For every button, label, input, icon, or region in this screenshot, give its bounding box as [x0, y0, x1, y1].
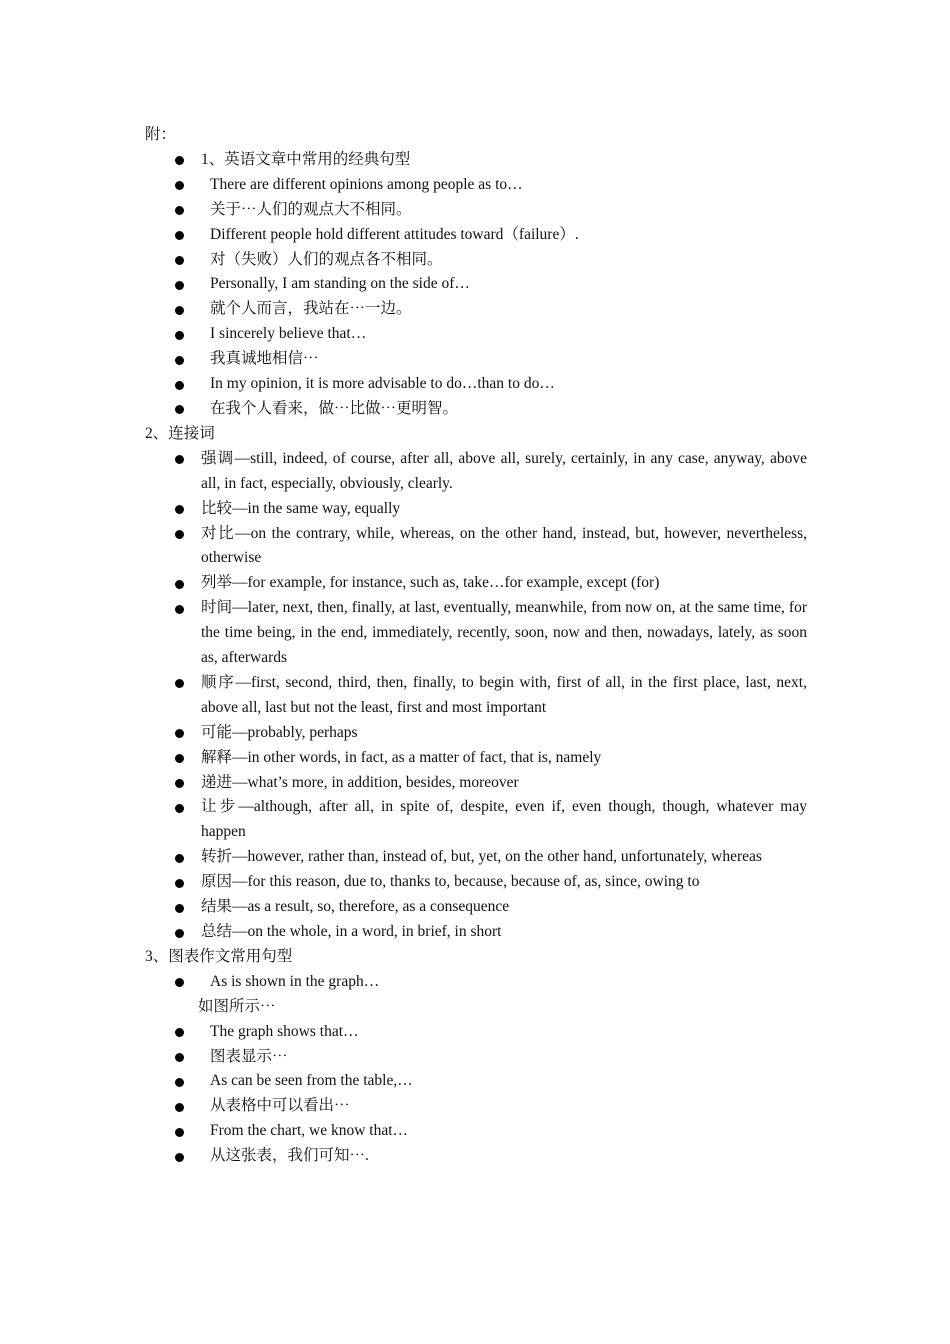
bullet-icon	[175, 580, 184, 589]
bullet-icon	[175, 1028, 184, 1037]
section3-title: 3、图表作文常用句型	[145, 947, 293, 965]
bullet-icon	[175, 181, 184, 190]
bullet-icon	[175, 1103, 184, 1112]
bullet-icon	[175, 281, 184, 290]
list-item-text: Different people hold different attitudes toward（failure）.	[210, 225, 579, 243]
list-item	[145, 1094, 807, 1119]
bullet-icon	[175, 929, 184, 938]
list-item-text: 对比—on the contrary, while, whereas, on the other hand, instead, but, however, nevertheless, otherwise	[201, 524, 807, 567]
list-item	[145, 148, 807, 173]
bullet-icon	[175, 405, 184, 414]
list-item	[145, 671, 807, 721]
bullet-icon	[175, 1053, 184, 1062]
list-item	[145, 746, 807, 771]
list-item-text: 就个人而言，我站在⋯一边。	[210, 300, 412, 318]
list-item	[145, 771, 807, 796]
attachment-label: 附：	[145, 126, 177, 143]
bullet-icon	[175, 455, 184, 464]
list-item	[145, 322, 807, 347]
bullet-icon	[175, 1128, 184, 1137]
list-item	[145, 795, 807, 845]
bullet-icon	[175, 156, 184, 165]
list-item-text: From the chart, we know that…	[210, 1122, 409, 1140]
list-item-text: 强调—still, indeed, of course, after all, above all, surely, certainly, in any case, anyway, above all, in fact, especially, obviously, clearly.	[201, 449, 807, 492]
list-item-text: 让步—although, after all, in spite of, despite, even if, even though, though, whatever may happen	[201, 798, 807, 841]
list-item-text: There are different opinions among people as to…	[210, 175, 523, 193]
list-item	[145, 1144, 807, 1169]
bullet-icon	[175, 879, 184, 888]
list-item-text: 对（失败）人们的观点各不相同。	[210, 250, 443, 268]
list-item-text: 关于⋯人们的观点大不相同。	[210, 200, 412, 218]
section2-list	[145, 447, 807, 945]
section1-list	[145, 148, 807, 422]
list-item	[145, 845, 807, 870]
bullet-icon	[175, 605, 184, 614]
bullet-icon	[175, 1078, 184, 1087]
list-item-text: Personally, I am standing on the side of…	[210, 275, 470, 293]
list-item-text: The graph shows that…	[210, 1022, 359, 1040]
list-item	[145, 272, 807, 297]
bullet-icon	[175, 231, 184, 240]
list-item	[145, 447, 807, 497]
list-item	[145, 1045, 807, 1070]
list-item-text: As can be seen from the table,…	[210, 1072, 413, 1090]
list-item-text: 总结—on the whole, in a word, in brief, in short	[201, 923, 502, 940]
list-item	[145, 571, 807, 596]
list-item-text: 从表格中可以看出⋯	[210, 1097, 350, 1115]
bullet-icon	[175, 530, 184, 539]
bullet-icon	[175, 206, 184, 215]
list-item-text: 我真诚地相信⋯	[210, 350, 319, 368]
list-item-text: 顺序—first, second, third, then, finally, to begin with, first of all, in the first place, last, next, above all, last but not the least, first and most important	[201, 673, 807, 716]
list-item-text: In my opinion, it is more advisable to do…than to do…	[210, 375, 555, 393]
bullet-icon	[175, 1153, 184, 1162]
list-item-text: 比较—in the same way, equally	[201, 499, 401, 517]
bullet-icon	[175, 779, 184, 788]
section3-list	[145, 1020, 807, 1169]
list-item-text: 从这张表，我们可知⋯.	[210, 1147, 369, 1165]
bullet-icon	[175, 331, 184, 340]
section3-first-list	[145, 970, 807, 995]
list-item	[145, 596, 807, 671]
list-item	[145, 1020, 807, 1045]
list-item	[145, 248, 807, 273]
list-item	[145, 297, 807, 322]
bullet-icon	[175, 854, 184, 863]
bullet-icon	[175, 505, 184, 514]
list-item	[145, 895, 807, 920]
list-item-text: 时间—later, next, then, finally, at last, eventually, meanwhile, from now on, at the same time, for the time being, in the end, immediately, recently, soon, now and then, nowadays, lately, as soon as, afterwards	[201, 599, 807, 667]
bullet-icon	[175, 904, 184, 913]
list-item-text: 结果—as a result, so, therefore, as a consequence	[201, 898, 510, 916]
list-item-text: I sincerely believe that…	[210, 325, 367, 343]
list-item-text: As is shown in the graph…	[210, 972, 380, 990]
bullet-icon	[175, 356, 184, 365]
list-item	[145, 1119, 807, 1144]
bullet-icon	[175, 804, 184, 813]
list-item	[145, 721, 807, 746]
bullet-icon	[175, 729, 184, 738]
list-item	[145, 920, 807, 945]
list-item	[145, 372, 807, 397]
list-item-text: 在我个人看来，做⋯比做⋯更明智。	[210, 399, 459, 417]
bullet-icon	[175, 754, 184, 763]
list-item	[145, 970, 807, 995]
list-item-text: 可能—probably, perhaps	[201, 723, 358, 741]
list-item-text: 递进—what’s more, in addition, besides, moreover	[201, 773, 519, 791]
list-item	[145, 1069, 807, 1094]
list-item	[145, 173, 807, 198]
list-item-text: 转折—however, rather than, instead of, but, yet, on the other hand, unfortunately, whereas	[201, 848, 762, 866]
list-item	[145, 497, 807, 522]
list-item-text: 图表显示⋯	[210, 1047, 288, 1065]
list-item	[145, 223, 807, 248]
list-item	[145, 522, 807, 572]
bullet-icon	[175, 679, 184, 688]
section2-title: 2、连接词	[145, 424, 215, 442]
list-item-text: 解释—in other words, in fact, as a matter of fact, that is, namely	[201, 748, 602, 766]
bullet-icon	[175, 978, 184, 987]
list-item	[145, 347, 807, 372]
bullet-icon	[175, 381, 184, 390]
list-item	[145, 870, 807, 895]
section3-note: 如图所示⋯	[198, 997, 276, 1015]
bullet-icon	[175, 256, 184, 265]
list-item	[145, 397, 807, 422]
document-content	[145, 123, 807, 1169]
list-item-text: 1、英语文章中常用的经典句型	[201, 150, 411, 168]
list-item	[145, 198, 807, 223]
bullet-icon	[175, 306, 184, 315]
list-item-text: 列举—for example, for instance, such as, take…for example, except (for)	[201, 574, 660, 592]
list-item-text: 原因—for this reason, due to, thanks to, because, because of, as, since, owing to	[201, 873, 700, 891]
